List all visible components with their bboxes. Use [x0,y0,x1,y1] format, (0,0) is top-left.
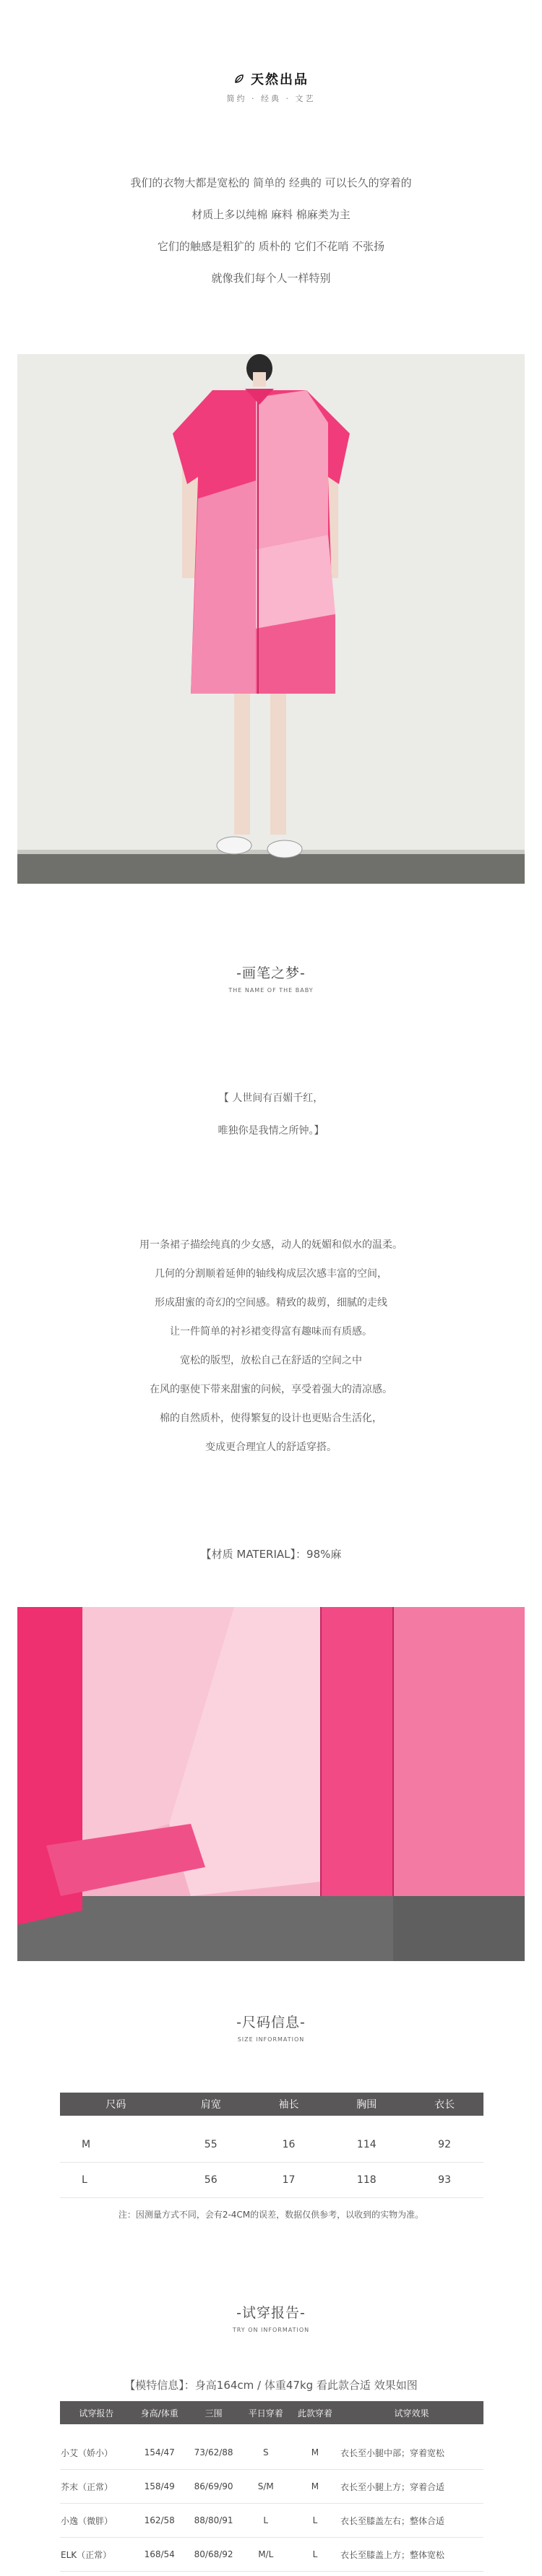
table-cell: 17 [250,2163,328,2198]
story-text [0,1237,542,1468]
poem-line: 唯独你是我情之所钟。】 [218,1125,324,1137]
brand-tagline: 简约 · 经典 · 文艺 [226,94,316,103]
table-cell: 衣长至小腿中部；穿着宽松 [340,2436,483,2470]
table-cell: M [291,2436,340,2470]
story-line: 几何的分割顺着延伸的轴线构成层次感丰富的空间， [155,1268,387,1280]
table-cell: 芥末（正常） [60,2470,133,2504]
table-cell: 衣长至膝盖上方；整体宽松 [340,2538,483,2572]
section-title: -尺码信息- [236,2015,306,2030]
table-cell: 92 [405,2127,483,2163]
table-cell: M [291,2470,340,2504]
section-title-size [0,2012,542,2043]
table-header-cell: 身高/体重 [133,2401,186,2424]
table-cell: M/L [241,2538,291,2572]
table-cell: 158/49 [133,2470,186,2504]
table-header-row [60,2093,483,2116]
table-cell: 80/68/92 [186,2538,241,2572]
fabric-detail-photo [17,1607,525,1961]
poem [0,1090,542,1155]
table-header-cell: 衣长 [405,2093,483,2116]
size-note: 注：因测量方式不同，会有2-4CM的误差，数据仅供参考，以收到的实物为准。 [118,2210,424,2220]
intro-line: 我们的衣物大都是宽松的 简单的 经典的 可以长久的穿着的 [130,176,412,189]
try-on-table [60,2401,483,2572]
table-row [60,2504,483,2538]
brand-header [0,69,542,104]
table-cell: 56 [172,2163,250,2198]
table-cell: 86/69/90 [186,2470,241,2504]
table-header-cell: 肩宽 [172,2093,250,2116]
section-subtitle: TRY ON INFORMATION [232,2327,310,2333]
table-header-cell: 平日穿着 [241,2401,291,2424]
section-subtitle: THE NAME OF THE BABY [228,987,314,994]
intro-line: 就像我们每个人一样特别 [211,272,331,285]
table-row [60,2538,483,2572]
table-row [60,2470,483,2504]
table-cell: L [60,2163,172,2198]
table-cell: 衣长至小腿上方；穿着合适 [340,2470,483,2504]
story-line: 在风的驱使下带来甜蜜的问候，享受着强大的清凉感。 [150,1384,392,1395]
size-table [60,2093,483,2198]
brand-logo [233,69,309,88]
table-row [60,2163,483,2198]
table-row [60,2127,483,2163]
table-cell: 114 [327,2127,405,2163]
story-line: 棉的自然质朴，使得繁复的设计也更贴合生活化， [160,1413,382,1424]
leaf-icon [233,73,245,85]
story-line: 变成更合理宜人的舒适穿搭。 [205,1442,337,1453]
section-title: -画笔之梦- [236,965,306,981]
intro-line: 它们的触感是粗犷的 质朴的 它们不花哨 不张扬 [157,240,385,253]
table-row [60,2436,483,2470]
model-photo [17,354,525,884]
story-line: 让一件简单的衬衫裙变得富有趣味而有质感。 [170,1326,372,1337]
table-cell: S [241,2436,291,2470]
table-header-cell: 袖长 [250,2093,328,2116]
table-header-cell: 尺码 [60,2093,172,2116]
table-header-cell: 试穿效果 [340,2401,483,2424]
table-cell: 衣长至膝盖左右；整体合适 [340,2504,483,2538]
table-cell: 93 [405,2163,483,2198]
table-cell: 162/58 [133,2504,186,2538]
table-cell: L [291,2538,340,2572]
intro-line: 材质上多以纯棉 麻料 棉麻类为主 [192,208,350,221]
table-cell: L [241,2504,291,2538]
table-cell: 小逸（微胖） [60,2504,133,2538]
table-cell: 73/62/88 [186,2436,241,2470]
table-cell: 55 [172,2127,250,2163]
table-header-row [60,2401,483,2424]
story-line: 用一条裙子描绘纯真的少女感，动人的妩媚和似水的温柔。 [139,1239,403,1251]
table-header-cell: 胸围 [327,2093,405,2116]
table-cell: ELK（正常） [60,2538,133,2572]
section-title: -试穿报告- [236,2305,306,2321]
table-header-cell: 三围 [186,2401,241,2424]
table-cell: 88/80/91 [186,2504,241,2538]
table-cell: 118 [327,2163,405,2198]
brand-intro [0,175,542,302]
table-cell: 168/54 [133,2538,186,2572]
section-subtitle: SIZE INFORMATION [237,2036,305,2043]
table-cell: 小艾（娇小） [60,2436,133,2470]
section-title-try [0,2302,542,2333]
table-header-cell: 试穿报告 [60,2401,133,2424]
section-title-story [0,962,542,994]
story-line: 形成甜蜜的奇幻的空间感。精致的裁剪，细腻的走线 [155,1297,387,1309]
table-header-cell: 此款穿着 [291,2401,340,2424]
brand-name: 天然出品 [251,72,309,87]
table-cell: 154/47 [133,2436,186,2470]
table-cell: L [291,2504,340,2538]
story-line: 宽松的版型，放松自己在舒适的空间之中 [180,1355,362,1366]
table-cell: S/M [241,2470,291,2504]
table-cell: 16 [250,2127,328,2163]
table-cell: M [60,2127,172,2163]
poem-line: 【 人世间有百媚千红， [218,1093,324,1104]
material-info: 【材质 MATERIAL】：98%麻 [200,1548,342,1561]
model-info: 【模特信息】：身高164cm / 体重47kg 看此款合适 效果如图 [124,2379,418,2392]
